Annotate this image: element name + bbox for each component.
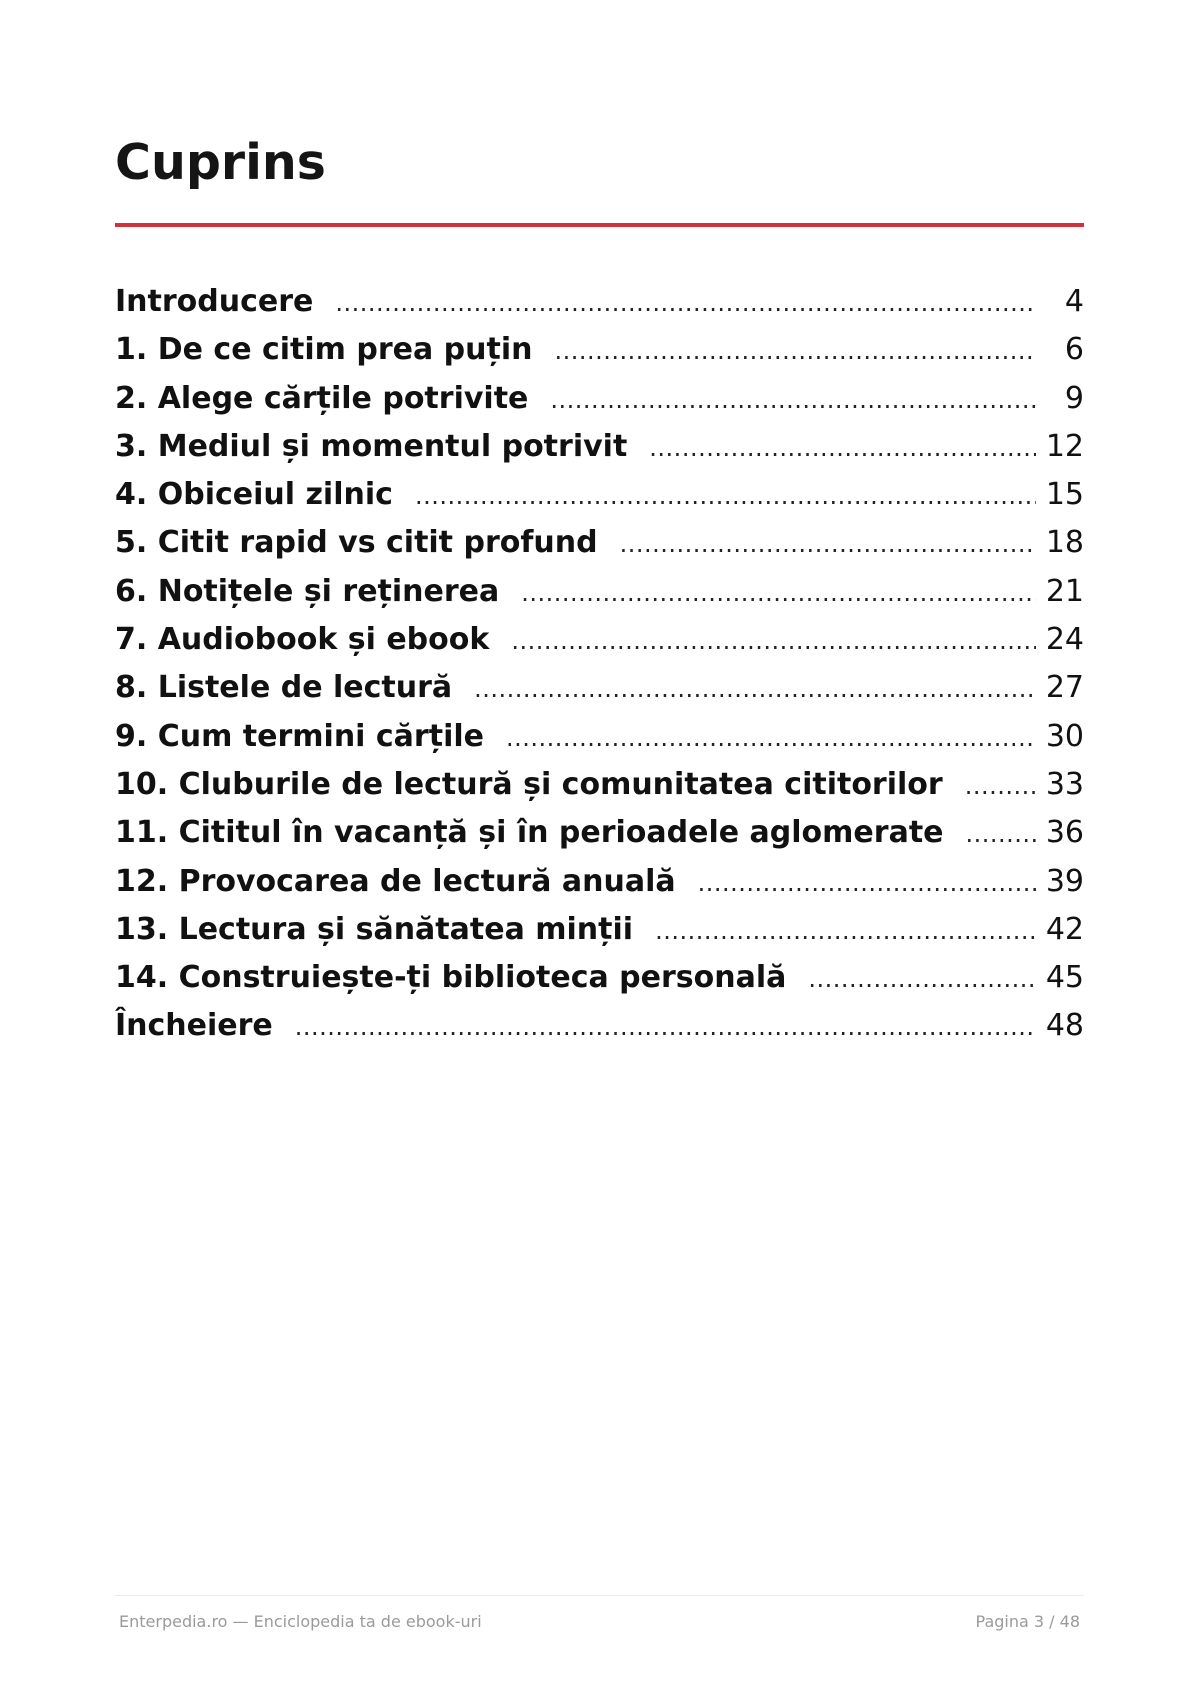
toc-entry-12[interactable] xyxy=(115,858,1084,906)
toc-dot-leader xyxy=(506,714,1036,762)
toc-dot-leader xyxy=(295,1003,1036,1051)
toc-entry-page: 12 xyxy=(1045,428,1084,464)
toc-entry-title: 10. Cluburile de lectură și comunitatea cititorilor xyxy=(115,766,943,802)
footer-page-number: Pagina 3 / 48 xyxy=(975,1612,1080,1631)
page-title: Cuprins xyxy=(115,134,326,191)
toc-dot-leader xyxy=(966,810,1036,858)
toc-dot-leader xyxy=(521,569,1036,617)
toc-entry-title: 4. Obiceiul zilnic xyxy=(115,477,393,513)
toc-entry-incheiere[interactable] xyxy=(115,1002,1084,1050)
toc-entry-page: 42 xyxy=(1045,911,1084,947)
toc-entry-8[interactable] xyxy=(115,664,1084,712)
toc-entry-title: 9. Cum termini cărțile xyxy=(115,718,484,754)
table-of-contents xyxy=(115,278,1084,1051)
toc-entry-title: 13. Lectura și sănătatea minții xyxy=(115,911,634,947)
toc-entry-page: 21 xyxy=(1045,573,1084,609)
toc-dot-leader xyxy=(649,424,1036,472)
toc-entry-page: 36 xyxy=(1045,815,1084,851)
toc-entry-title: 8. Listele de lectură xyxy=(115,670,453,706)
toc-entry-13[interactable] xyxy=(115,906,1084,954)
toc-entry-page: 45 xyxy=(1045,960,1084,996)
toc-entry-title: 3. Mediul și momentul potrivit xyxy=(115,428,628,464)
toc-entry-title: 6. Notițele și reținerea xyxy=(115,573,500,609)
toc-dot-leader xyxy=(335,279,1036,327)
toc-entry-9[interactable] xyxy=(115,713,1084,761)
toc-entry-1[interactable] xyxy=(115,326,1084,374)
toc-entry-14[interactable] xyxy=(115,954,1084,1002)
toc-entry-page: 6 xyxy=(1064,332,1084,368)
toc-dot-leader xyxy=(655,907,1036,955)
toc-dot-leader xyxy=(474,665,1036,713)
toc-entry-page: 30 xyxy=(1045,718,1084,754)
toc-entry-11[interactable] xyxy=(115,809,1084,857)
toc-entry-10[interactable] xyxy=(115,761,1084,809)
toc-entry-title: 1. De ce citim prea puțin xyxy=(115,332,533,368)
toc-entry-page: 27 xyxy=(1045,670,1084,706)
toc-entry-title: 7. Audiobook și ebook xyxy=(115,622,490,658)
toc-dot-leader xyxy=(620,520,1036,568)
footer-site-name: Enterpedia.ro — Enciclopedia ta de ebook-uri xyxy=(119,1612,482,1631)
toc-dot-leader xyxy=(550,376,1036,424)
toc-entry-page: 24 xyxy=(1045,622,1084,658)
toc-entry-title: 2. Alege cărțile potrivite xyxy=(115,380,529,416)
toc-dot-leader xyxy=(808,955,1035,1003)
toc-entry-page: 33 xyxy=(1045,766,1084,802)
toc-entry-page: 4 xyxy=(1064,284,1084,319)
footer-divider xyxy=(115,1595,1084,1596)
toc-entry-title: 14. Construiește-ți biblioteca personală xyxy=(115,960,787,996)
toc-entry-title: Introducere xyxy=(115,284,314,319)
toc-dot-leader xyxy=(555,327,1037,375)
toc-dot-leader xyxy=(698,859,1036,907)
toc-entry-2[interactable] xyxy=(115,375,1084,423)
toc-entry-6[interactable] xyxy=(115,568,1084,616)
toc-dot-leader xyxy=(415,472,1036,520)
toc-entry-7[interactable] xyxy=(115,616,1084,664)
toc-entry-title: 5. Citit rapid vs citit profund xyxy=(115,525,598,561)
toc-entry-page: 48 xyxy=(1045,1008,1084,1044)
toc-entry-5[interactable] xyxy=(115,519,1084,567)
toc-entry-title: 11. Cititul în vacanță și în perioadele aglomerate xyxy=(115,815,944,851)
toc-entry-page: 39 xyxy=(1045,863,1084,899)
title-divider xyxy=(115,223,1084,227)
toc-entry-3[interactable] xyxy=(115,423,1084,471)
toc-entry-page: 18 xyxy=(1045,525,1084,561)
toc-entry-title: 12. Provocarea de lectură anuală xyxy=(115,863,676,899)
toc-dot-leader xyxy=(511,617,1035,665)
toc-entry-page: 15 xyxy=(1045,477,1084,513)
toc-dot-leader xyxy=(965,762,1036,810)
toc-entry-page: 9 xyxy=(1064,380,1084,416)
toc-entry-title: Încheiere xyxy=(115,1008,273,1044)
toc-entry-introducere[interactable] xyxy=(115,278,1084,326)
toc-entry-4[interactable] xyxy=(115,471,1084,519)
